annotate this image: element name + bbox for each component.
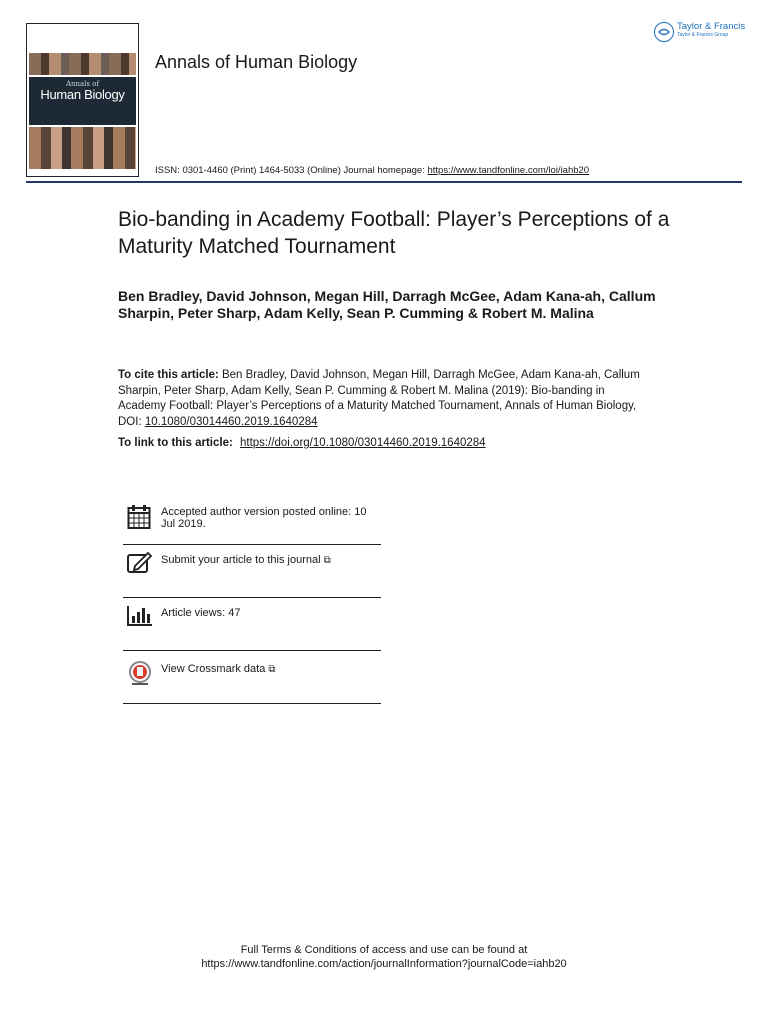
article-info-list	[123, 494, 381, 704]
header-divider	[26, 181, 742, 183]
submit-article-item[interactable]	[123, 545, 381, 598]
calendar-icon	[127, 504, 153, 530]
journal-title: Annals of Human Biology	[155, 52, 358, 72]
cover-small-text: Annals of	[65, 80, 100, 88]
submit-article-label: Submit your article to this journal	[161, 554, 321, 566]
terms-line-1: Full Terms & Conditions of access and use can be found at	[240, 944, 528, 956]
article-views-text: Article views: 47	[161, 607, 241, 619]
citation-label: To cite this article:	[118, 369, 219, 381]
bar-chart-icon	[127, 605, 153, 631]
link-label: To link to this article:	[118, 437, 236, 449]
submit-article-link[interactable]	[161, 552, 331, 567]
article-authors: Ben Bradley, David Johnson, Megan Hill, Darragh McGee, Adam Kana-ah, Callum Sharpin, Peter Sharp, Adam Kelly, Sean P. Cumming & Robert M. Malina	[118, 288, 656, 321]
cover-photo-strip-bottom	[29, 127, 136, 169]
accepted-text: Accepted author version posted online: 10 Jul 2019.	[161, 506, 367, 530]
cover-photo-strip-top	[29, 53, 136, 75]
terms-url[interactable]: https://www.tandfonline.com/action/journalInformation?journalCode=iahb20	[201, 958, 567, 970]
cover-title-band	[29, 77, 136, 125]
crossmark-link[interactable]	[161, 661, 275, 676]
publisher-logo[interactable]	[654, 22, 745, 42]
accepted-item	[123, 494, 381, 545]
terms-footer	[0, 943, 768, 971]
issn-text: ISSN: 0301-4460 (Print) 1464-5033 (Online) Journal homepage:	[155, 165, 428, 176]
publisher-group: Taylor & Francis Group	[677, 32, 729, 38]
external-link-icon: ⧉	[268, 664, 276, 675]
article-doi-link[interactable]: https://doi.org/10.1080/03014460.2019.1640284	[240, 437, 486, 449]
crossmark-icon	[127, 661, 153, 687]
article-title: Bio-banding in Academy Football: Player’s Perceptions of a Maturity Matched Tournament	[118, 208, 670, 258]
journal-cover-image	[26, 23, 139, 177]
edit-icon	[127, 552, 153, 578]
article-views-item	[123, 598, 381, 651]
external-link-icon: ⧉	[323, 555, 331, 566]
publisher-name: Taylor & Francis	[677, 21, 746, 32]
article-link-line	[118, 437, 486, 449]
citation-doi-link[interactable]: 10.1080/03014460.2019.1640284	[144, 415, 318, 428]
journal-homepage-link[interactable]: https://www.tandfonline.com/loi/iahb20	[427, 165, 590, 176]
cover-big-text: Human Biology	[40, 87, 125, 102]
publisher-logo-icon	[654, 22, 674, 42]
citation-text: Ben Bradley, David Johnson, Megan Hill, Darragh McGee, Adam Kana-ah, Callum Sharpin, Peter Sharp, Adam Kelly, Sean P. Cumming & Robert M. Malina (2019): Bio-banding in Academy Football: Player’s Perceptions of a Maturity Matched Tournament, Annals of Human Biology, DOI:	[118, 369, 640, 428]
citation-block	[118, 368, 648, 430]
crossmark-item[interactable]	[123, 651, 381, 704]
crossmark-label: View Crossmark data	[161, 663, 266, 675]
issn-line	[155, 165, 589, 176]
